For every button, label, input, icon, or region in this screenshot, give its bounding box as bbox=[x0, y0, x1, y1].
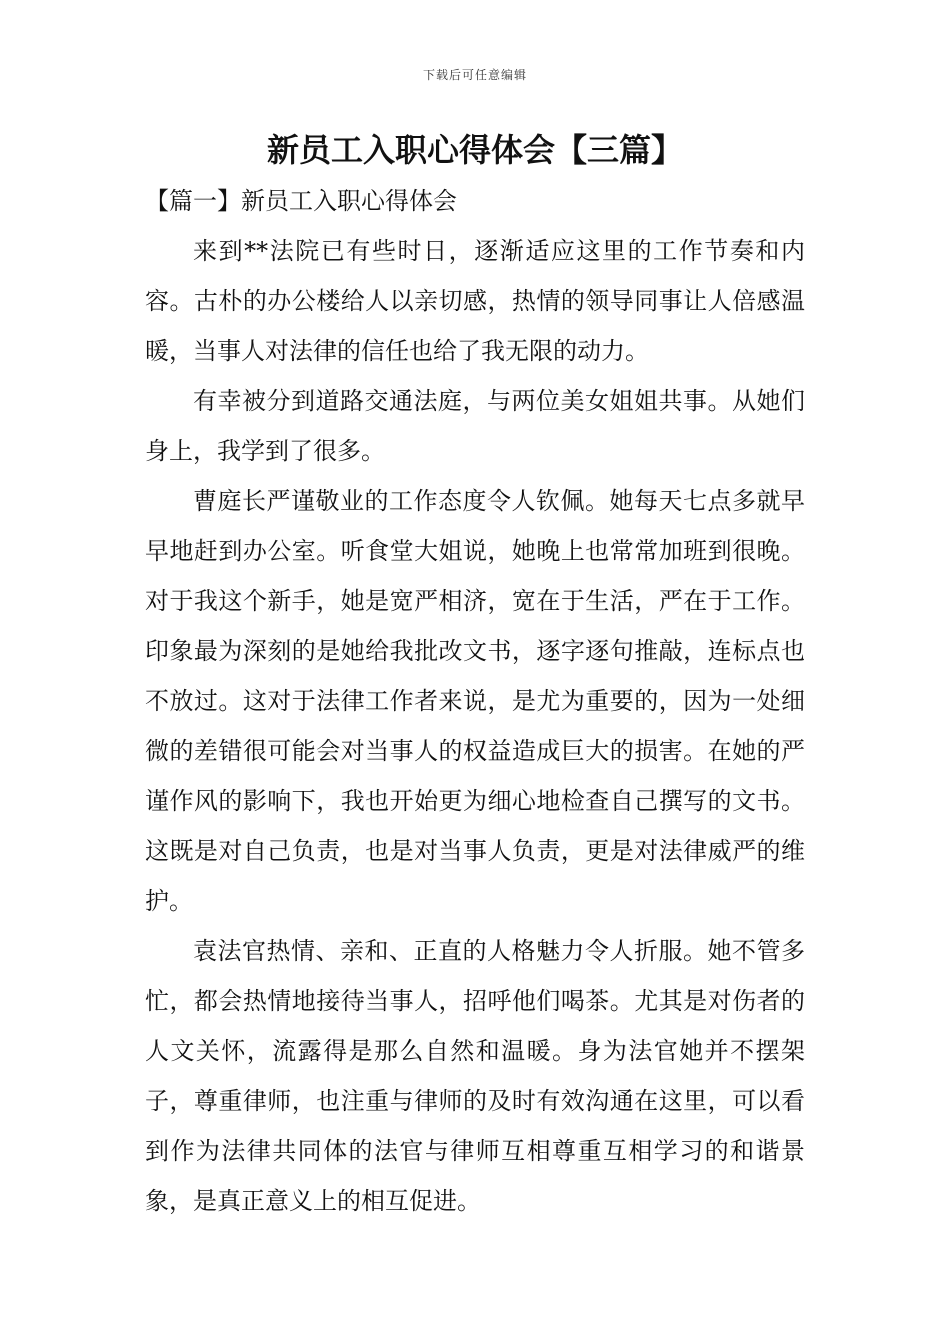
document-title: 新员工入职心得体会【三篇】 bbox=[266, 131, 683, 169]
header-note: 下载后可任意编辑 bbox=[422, 68, 527, 82]
document-body bbox=[145, 176, 805, 1226]
section-heading: 【篇一】新员工入职心得体会 bbox=[145, 187, 457, 215]
paragraph: 曹庭长严谨敬业的工作态度令人钦佩。她每天七点多就早早地赶到办公室。听食堂大姐说，她晚上也常常加班到很晚。对于我这个新手，她是宽严相济，宽在于生活，严在于工作。印象最为深刻的是她给我批改文书，逐字逐句推敲，连标点也不放过。这对于法律工作者来说，是尤为重要的，因为一处细微的差错很可能会对当事人的权益造成巨大的损害。在她的严谨作风的影响下，我也开始更为细心地检查自己撰写的文书。这既是对自己负责，也是对当事人负责，更是对法律威严的维护。 bbox=[145, 487, 805, 915]
paragraph: 来到**法院已有些时日，逐渐适应这里的工作节奏和内容。古朴的办公楼给人以亲切感，热情的领导同事让人倍感温暖，当事人对法律的信任也给了我无限的动力。 bbox=[145, 237, 805, 365]
paragraph: 有幸被分到道路交通法庭，与两位美女姐姐共事。从她们身上，我学到了很多。 bbox=[145, 387, 805, 465]
paragraph: 袁法官热情、亲和、正直的人格魅力令人折服。她不管多忙，都会热情地接待当事人，招呼他们喝茶。尤其是对伤者的人文关怀，流露得是那么自然和温暖。身为法官她并不摆架子，尊重律师，也注重与律师的及时有效沟通在这里，可以看到作为法律共同体的法官与律师互相尊重互相学习的和谐景象，是真正意义上的相互促进。 bbox=[145, 937, 805, 1215]
